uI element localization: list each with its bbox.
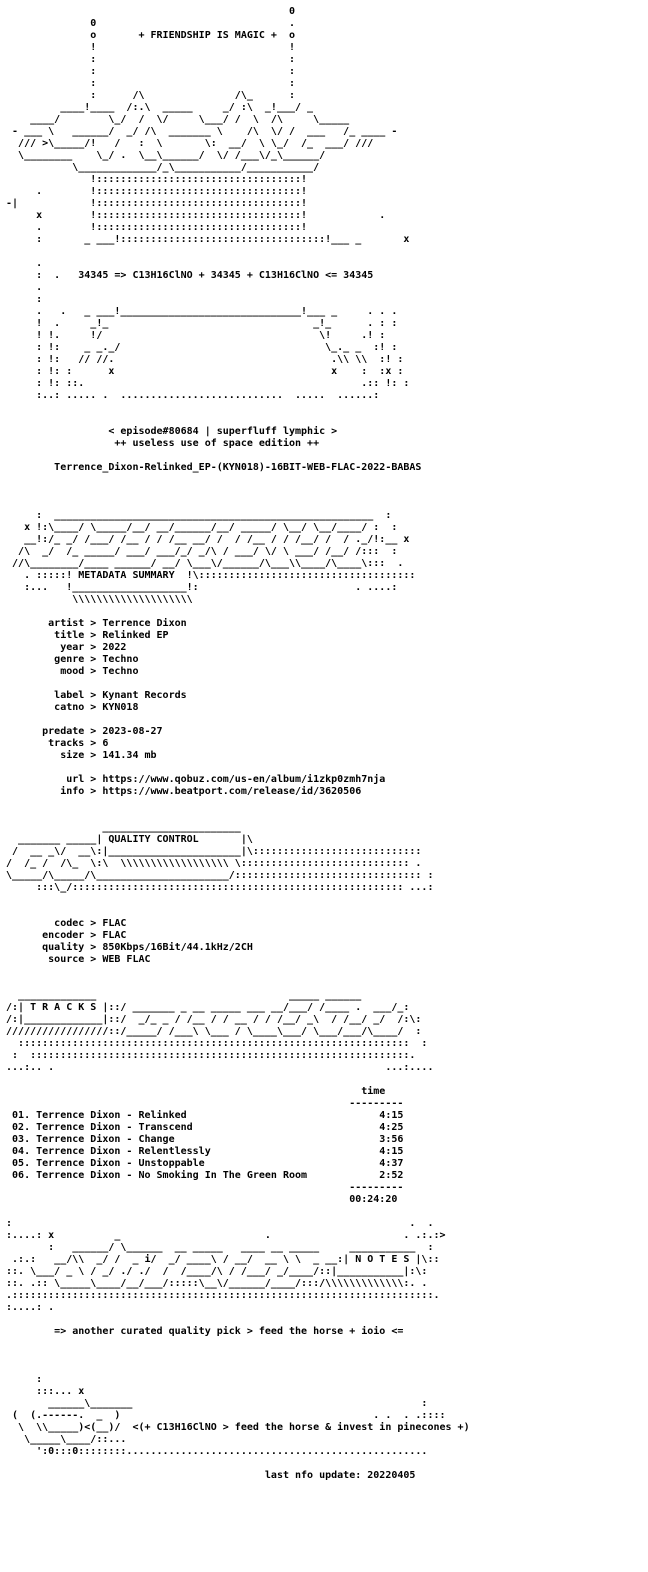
nfo-line xyxy=(0,486,648,498)
nfo-line: :....: . xyxy=(0,1302,55,1313)
nfo-line xyxy=(0,978,648,990)
nfo-line: : . . xyxy=(0,1218,434,1229)
nfo-line xyxy=(0,402,648,414)
nfo-line: title > Relinked EP xyxy=(0,630,169,641)
nfo-line: \ \\_____)<(__)/ <(+ C13H16ClNO > feed the horse & invest in pinecones +) xyxy=(0,1422,470,1433)
nfo-line: => another curated quality pick > feed the horse + ioio <= xyxy=(0,1326,404,1337)
nfo-line: : xyxy=(0,294,43,305)
nfo-line: . xyxy=(0,258,43,269)
nfo-line: artist > Terrence Dixon xyxy=(0,618,187,629)
nfo-line: : :::::::::::::::::::::::::::::::::::::::::::::::::::::::::::::::. xyxy=(0,1050,416,1061)
nfo-line: : xyxy=(0,1374,43,1385)
nfo-line: x !::::::::::::::::::::::::::::::::::! . xyxy=(0,210,386,221)
nfo-line: \________ \_/ . \__\______/ \/ /___\/_\______/ xyxy=(0,150,326,161)
nfo-line: 06. Terrence Dixon - No Smoking In The Green Room 2:52 xyxy=(0,1170,404,1181)
nfo-line: . . _ ___!______________________________!___ _ . . . xyxy=(0,306,398,317)
nfo-line: mood > Techno xyxy=(0,666,139,677)
nfo-line xyxy=(0,246,648,258)
nfo-line: _______________________ xyxy=(0,822,241,833)
nfo-line: info > https://www.beatport.com/release/id/3620506 xyxy=(0,786,362,797)
nfo-line: 00:24:20 xyxy=(0,1194,398,1205)
nfo-line: time xyxy=(0,1086,386,1097)
nfo-line: :....: x _ . . .:.:> xyxy=(0,1230,446,1241)
nfo-line: label > Kynant Records xyxy=(0,690,187,701)
nfo-line: /:|_____________|::/ _/_ _ / /__ / / __ / / /__/ _\ / /__/ _/ /:\: xyxy=(0,1014,422,1025)
nfo-line: \_____/\_____/\______________________/::::::::::::::::::::::::::::::: : xyxy=(0,870,434,881)
nfo-line xyxy=(0,414,648,426)
nfo-line: ...:.. . ...:.... xyxy=(0,1062,434,1073)
nfo-line: 04. Terrence Dixon - Relentlessly 4:15 xyxy=(0,1146,404,1157)
nfo-line: ! ! xyxy=(0,42,296,53)
nfo-line xyxy=(0,966,648,978)
nfo-line: .::::::::::::::::::::::::::::::::::::::::::::::::::::::::::::::::::::::. xyxy=(0,1290,440,1301)
nfo-line: _______ _____| QUALITY CONTROL |\ xyxy=(0,834,253,845)
nfo-line xyxy=(0,450,648,462)
nfo-line: : !: // //. .\\ \\ :! : xyxy=(0,354,404,365)
nfo-line: ++ useless use of space edition ++ xyxy=(0,438,320,449)
nfo-line xyxy=(0,1074,648,1086)
nfo-line: / /_ / /\_ \:\ \\\\\\\\\\\\\\\\\\ \:::::::::::::::::::::::::::: . xyxy=(0,858,422,869)
nfo-text xyxy=(0,6,648,1482)
nfo-line: ( (.------. _ ) . . . .:::: xyxy=(0,1410,446,1421)
nfo-line xyxy=(0,474,648,486)
nfo-line: .:.: __/\\ _/ / _ i/ _/ ____\ / __/ __ \ \ _ __:| N O T E S |\:: xyxy=(0,1254,440,1265)
nfo-line xyxy=(0,606,648,618)
nfo-line: . !::::::::::::::::::::::::::::::::::! xyxy=(0,222,308,233)
nfo-line: encoder > FLAC xyxy=(0,930,127,941)
nfo-line xyxy=(0,498,648,510)
nfo-line xyxy=(0,1338,648,1350)
nfo-line: : _____________________________________________________ : xyxy=(0,510,392,521)
nfo-line: ! !. !/ \! .! : xyxy=(0,330,386,341)
nfo-line: o + FRIENDSHIP IS MAGIC + o xyxy=(0,30,296,41)
nfo-line: //\________/____ ______/ __/ \___\/______/\___\\____/\____\::: . xyxy=(0,558,404,569)
nfo-line xyxy=(0,678,648,690)
nfo-line: tracks > 6 xyxy=(0,738,109,749)
nfo-line xyxy=(0,810,648,822)
nfo-line: catno > KYN018 xyxy=(0,702,139,713)
nfo-line xyxy=(0,798,648,810)
nfo-line: ____!____ /:.\ _____ _/ :\ _!___/ _ xyxy=(0,102,314,113)
nfo-line: __!:/_ _/ /___/ /__ / / /__ __/ / / /__ / / /__/ / / ._/!:__ x xyxy=(0,534,410,545)
nfo-line: ::::::::::::::::::::::::::::::::::::::::::::::::::::::::::::::::: : xyxy=(0,1038,428,1049)
nfo-line: - ___ \ ______/ _/ /\ _______ \ /\ \/ / ___ /_ ____ - xyxy=(0,126,398,137)
nfo-line: --------- xyxy=(0,1182,404,1193)
nfo-line: ::. .:: \_____\____/__/___/:::::\__\/______/____/:::/\\\\\\\\\\\\\:. . xyxy=(0,1278,428,1289)
nfo-line: last nfo update: 20220405 xyxy=(0,1470,416,1481)
nfo-line: :... !___________________!: . ....: xyxy=(0,582,398,593)
nfo-line: /:| T R A C K S |::/ _______ _ __ _____ ___ __/___/ /____ . ___/_: xyxy=(0,1002,410,1013)
nfo-line: :::\_/::::::::::::::::::::::::::::::::::::::::::::::::::::::: ...: xyxy=(0,882,434,893)
nfo-line: : : xyxy=(0,78,296,89)
nfo-line: year > 2022 xyxy=(0,642,127,653)
nfo-line: ______\_______ : xyxy=(0,1398,428,1409)
nfo-line: : _ ___!::::::::::::::::::::::::::::::::::!___ _ x xyxy=(0,234,410,245)
nfo-line: : !: : x x : :x : xyxy=(0,366,404,377)
nfo-line: Terrence_Dixon-Relinked_EP-(KYN018)-16BIT-WEB-FLAC-2022-BABAS xyxy=(0,462,422,473)
nfo-line: . xyxy=(0,282,43,293)
nfo-line: \\\\\\\\\\\\\\\\\\\\ xyxy=(0,594,193,605)
nfo-line: 0 xyxy=(0,6,296,17)
nfo-line: --------- xyxy=(0,1098,404,1109)
nfo-line: x !:\____/ \_____/__/ __/______/__/ _____/ \__/ \__/____/ : : xyxy=(0,522,398,533)
nfo-line: : !: ::. .:: !: : xyxy=(0,378,410,389)
nfo-line: url > https://www.qobuz.com/us-en/album/i1zkp0zmh7nja xyxy=(0,774,386,785)
nfo-line: ::. \___/ _ \ / _/ ./ ./ / /____/\ / /___/ _/____/::|___________|:\: xyxy=(0,1266,428,1277)
nfo-line xyxy=(0,762,648,774)
nfo-line: :..: ..... . ........................... ..... ......: xyxy=(0,390,380,401)
nfo-line: size > 141.34 mb xyxy=(0,750,157,761)
nfo-line: : : xyxy=(0,54,296,65)
nfo-line: \_____\____/::... xyxy=(0,1434,127,1445)
nfo-line: /////////////////::/_____/ /___\ \___ / \____\___/ \___/___/\____/ : xyxy=(0,1026,422,1037)
nfo-line: 01. Terrence Dixon - Relinked 4:15 xyxy=(0,1110,404,1121)
nfo-line xyxy=(0,906,648,918)
nfo-line: . :::::! METADATA SUMMARY !\:::::::::::::::::::::::::::::::::::: xyxy=(0,570,416,581)
nfo-line: ____/ \_/ / \/ \___/ / \ /\ \_____ xyxy=(0,114,350,125)
nfo-line xyxy=(0,1206,648,1218)
nfo-line: 03. Terrence Dixon - Change 3:56 xyxy=(0,1134,404,1145)
nfo-line: source > WEB FLAC xyxy=(0,954,151,965)
nfo-line: predate > 2023-08-27 xyxy=(0,726,163,737)
nfo-line: :::... x xyxy=(0,1386,85,1397)
nfo-line xyxy=(0,1458,648,1470)
nfo-line: codec > FLAC xyxy=(0,918,127,929)
nfo-line: : ______/ \______ __ _____ ____ __ _____ ___________ : xyxy=(0,1242,434,1253)
nfo-line: /// >\_____/! / : \ \: __/ \ \_/ /_ ___/ /// xyxy=(0,138,374,149)
nfo-line: genre > Techno xyxy=(0,654,139,665)
nfo-line: < episode#80684 | superfluff lymphic > xyxy=(0,426,338,437)
nfo-line: : /\ /\_ : xyxy=(0,90,296,101)
nfo-line: -| !::::::::::::::::::::::::::::::::::! xyxy=(0,198,308,209)
nfo-line: 02. Terrence Dixon - Transcend 4:25 xyxy=(0,1122,404,1133)
nfo-line xyxy=(0,894,648,906)
nfo-line: /\ _/ /_ _____/ ___/ ___/_/ _/\ / ___/ \/ \ ___/ /__/ /::: : xyxy=(0,546,398,557)
nfo-line: ! . _!_ _!_ . : : xyxy=(0,318,398,329)
nfo-line: 0 . xyxy=(0,18,296,29)
nfo-line: !::::::::::::::::::::::::::::::::::! xyxy=(0,174,308,185)
nfo-line: . !::::::::::::::::::::::::::::::::::! xyxy=(0,186,308,197)
nfo-line xyxy=(0,1362,648,1374)
nfo-line: \_____________/_\___________/___________/ xyxy=(0,162,320,173)
nfo-line: : . 34345 => C13H16ClNO + 34345 + C13H16ClNO <= 34345 xyxy=(0,270,374,281)
nfo-line xyxy=(0,714,648,726)
nfo-line xyxy=(0,1350,648,1362)
nfo-line: _____________ _____ ______ xyxy=(0,990,362,1001)
nfo-line: ':0:::0::::::::.................................................. xyxy=(0,1446,428,1457)
nfo-line xyxy=(0,1314,648,1326)
nfo-line: : !: _ _._/ \_._ _ :! : xyxy=(0,342,398,353)
nfo-line: quality > 850Kbps/16Bit/44.1kHz/2CH xyxy=(0,942,253,953)
nfo-line: 05. Terrence Dixon - Unstoppable 4:37 xyxy=(0,1158,404,1169)
nfo-line: : : xyxy=(0,66,296,77)
nfo-line: / __ _\/ __\:|______________________|\:::::::::::::::::::::::::::: xyxy=(0,846,422,857)
